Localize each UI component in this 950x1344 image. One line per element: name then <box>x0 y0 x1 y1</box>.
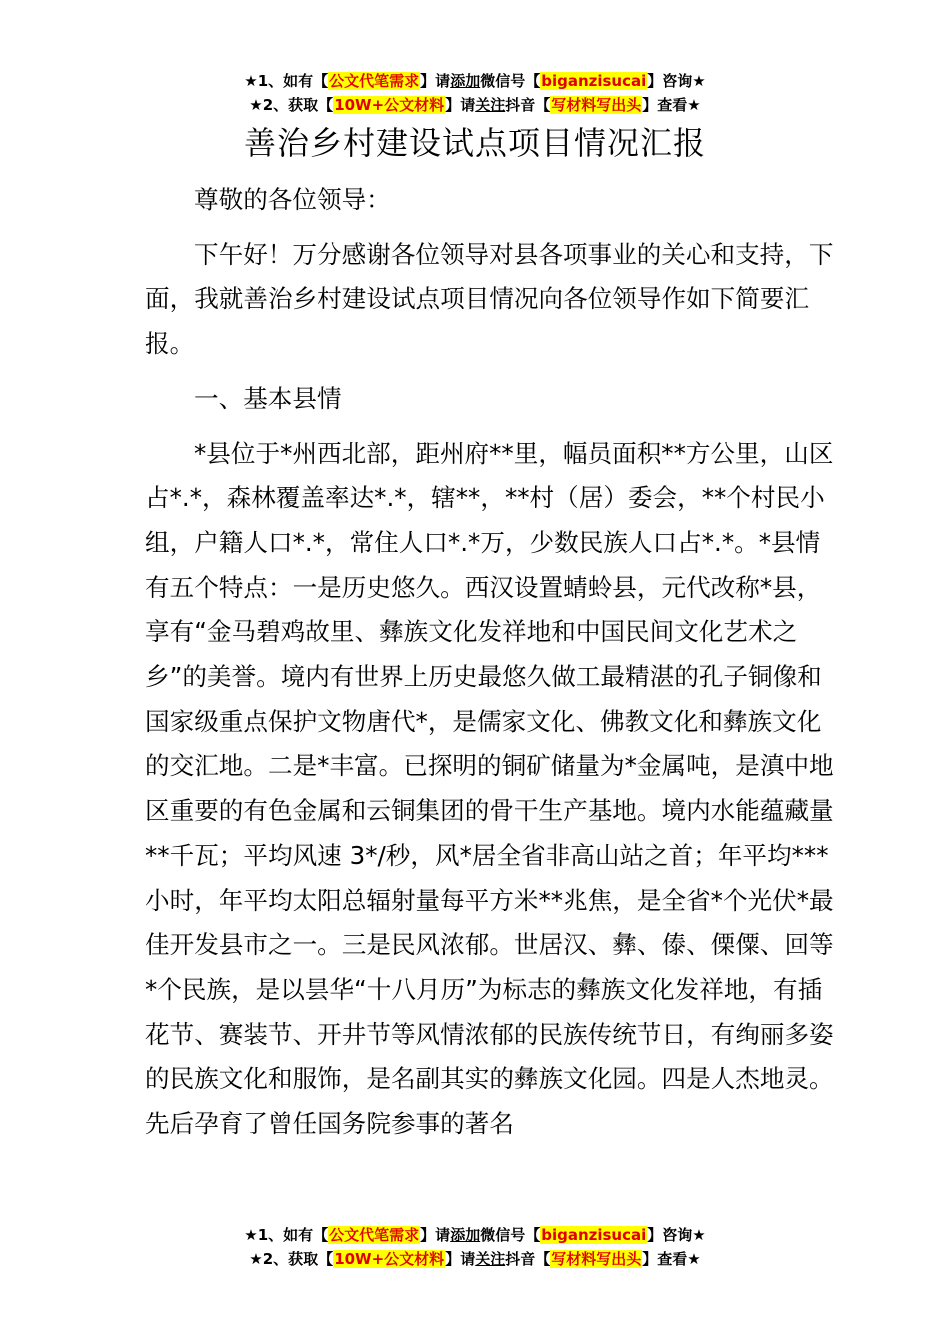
banner-text: 抖音【 <box>505 96 551 114</box>
highlight-wechat-id: biganzisucai <box>541 1226 647 1244</box>
highlight-materials: 10W+公文材料 <box>334 1250 445 1268</box>
banner-text: 抖音【 <box>505 1250 551 1268</box>
highlight-wechat-id: biganzisucai <box>541 72 647 90</box>
banner-text: 微信号【 <box>480 1226 541 1244</box>
underlined-text: 添加 <box>450 1226 481 1244</box>
banner-line-2 <box>0 93 950 117</box>
banner-text: 】请 <box>420 72 451 90</box>
header-banner <box>0 69 950 117</box>
document-body <box>145 178 835 1157</box>
paragraph: *县位于*州西北部，距州府**里，幅员面积**方公里，山区占*.*，森林覆盖率达*.*，辖**，**村（居）委会，**个村民小组，户籍人口*.*，常住人口*.*万，少数民族人口占*.*。*县情有五个特点：一是历史悠久。西汉设置蜻蛉县，元代改称*县，享有“金马碧鸡故里、彝族文化发祥地和中国民间文化艺术之乡”的美誉。境内有世界上历史最悠久做工最精湛的孔子铜像和国家级重点保护文物唐代*，是儒家文化、佛教文化和彝族文化的交汇地。二是*丰富。已探明的铜矿储量为*金属吨，是滇中地区重要的有色金属和云铜集团的骨干生产基地。境内水能蕴藏量**千瓦；平均风速 3*/秒，风*居全省非高山站之首；年平均***小时，年平均太阳总辐射量每平方米**兆焦，是全省*个光伏*最佳开发县市之一。三是民风浓郁。世居汉、彝、傣、傈僳、回等*个民族，是以昙华“十八月历”为标志的彝族文化发祥地，有插花节、赛装节、开井节等风情浓郁的民族传统节日，有绚丽多姿的民族文化和服饰，是名副其实的彝族文化园。四是人杰地灵。先后孕育了曾任国务院参事的著名 <box>145 438 834 1139</box>
highlight-douyin: 写材料写出头 <box>551 96 642 114</box>
salutation: 尊敬的各位领导： <box>194 185 391 214</box>
banner-text: 微信号【 <box>480 72 541 90</box>
underlined-text: 关注 <box>475 96 506 114</box>
underlined-text: 关注 <box>475 1250 506 1268</box>
banner-text: 】请 <box>445 1250 476 1268</box>
underlined-text: 添加 <box>450 72 481 90</box>
banner-line-1 <box>0 69 950 93</box>
section-heading: 一、基本县情 <box>194 383 342 413</box>
banner-text: 】请 <box>445 96 476 114</box>
banner-text: 】请 <box>420 1226 451 1244</box>
banner-line-1 <box>0 1223 950 1247</box>
highlight-service: 公文代笔需求 <box>329 1226 420 1244</box>
document-title: 善治乡村建设试点项目情况汇报 <box>243 124 706 162</box>
banner-text: 】咨询★ <box>647 1226 706 1244</box>
banner-text: 】咨询★ <box>647 72 706 90</box>
highlight-douyin: 写材料写出头 <box>551 1250 642 1268</box>
banner-line-2 <box>0 1247 950 1271</box>
highlight-service: 公文代笔需求 <box>329 72 420 90</box>
paragraph: 下午好！万分感谢各位领导对县各项事业的关心和支持，下面，我就善治乡村建设试点项目情况向各位领导作如下简要汇报。 <box>145 239 834 359</box>
banner-text: ★1、如有【 <box>244 72 329 90</box>
banner-text: ★1、如有【 <box>244 1226 329 1244</box>
banner-text: ★2、获取【 <box>249 1250 334 1268</box>
footer-banner <box>0 1223 950 1271</box>
highlight-materials: 10W+公文材料 <box>334 96 445 114</box>
banner-text: 】查看★ <box>642 96 701 114</box>
banner-text: 】查看★ <box>642 1250 701 1268</box>
banner-text: ★2、获取【 <box>249 96 334 114</box>
